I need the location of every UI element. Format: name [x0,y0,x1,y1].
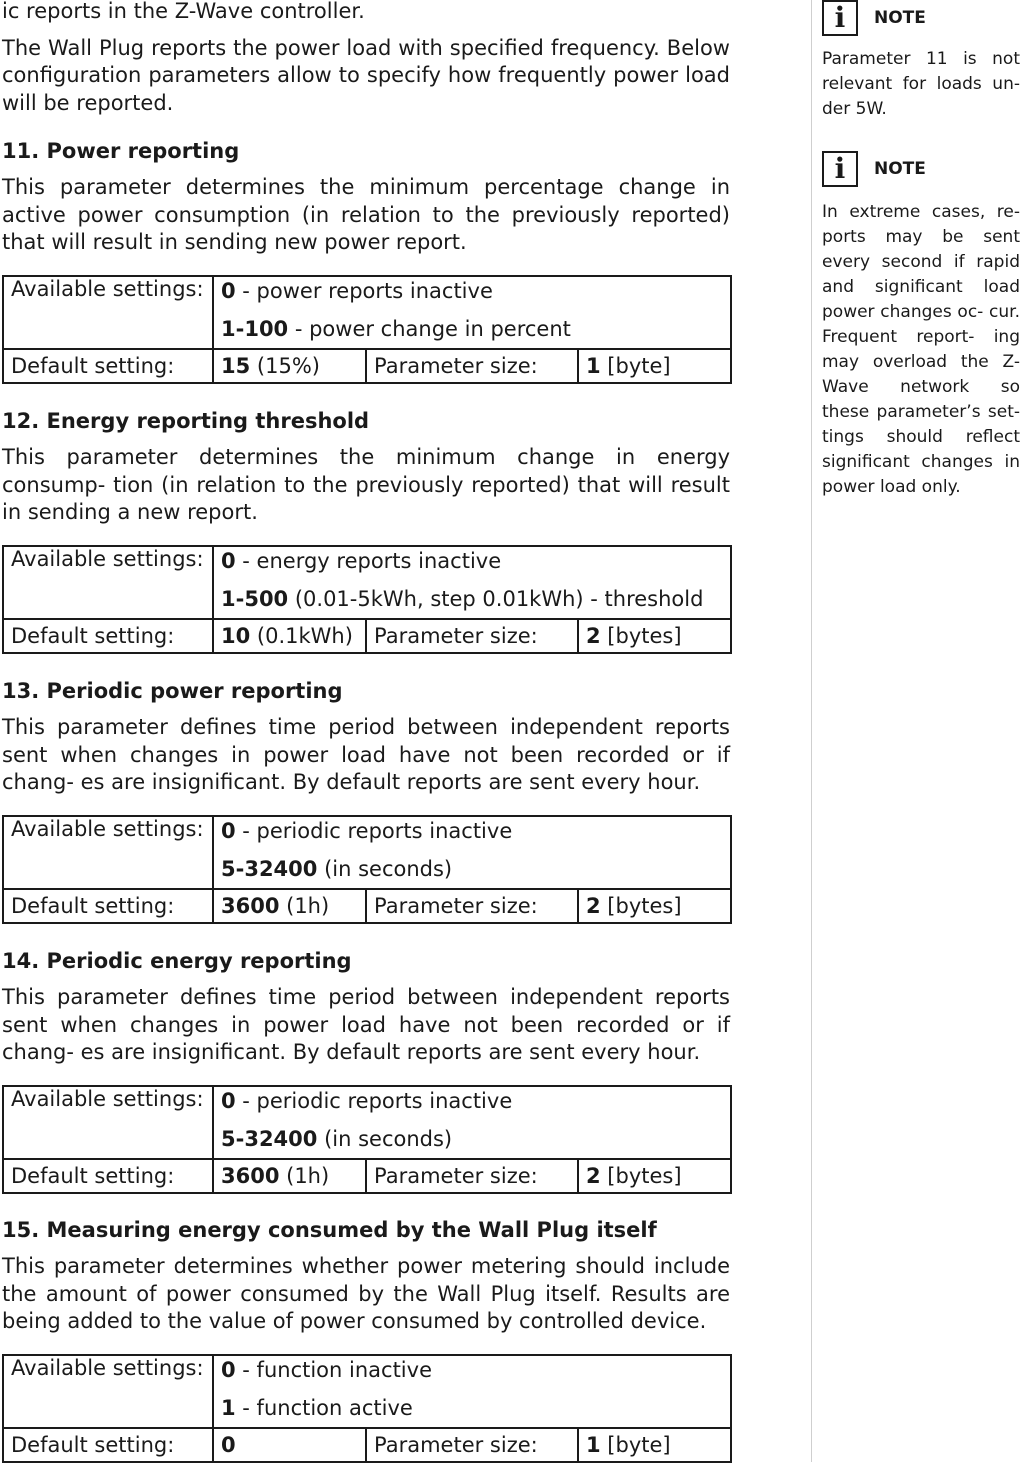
default-setting-label: Default setting: [3,1159,213,1193]
default-setting-value: 3600 (1h) [213,889,366,923]
parameter-section [2,1217,730,1463]
section-description: This parameter determines the minimum percentage change in active power consumption (in relation to the previously reported) that will result in sending new power report. [2,175,730,254]
option-line: 0 - periodic reports inactive [221,1088,513,1113]
default-setting-value: 10 (0.1kWh) [213,619,366,653]
section-description: This parameter determines whether power metering should include the amount of power consumed by the Wall Plug itself. Results are being added to the value of power consumed by controlled device. [2,1254,730,1333]
column-divider [811,0,812,1462]
option-line: 0 - periodic reports inactive [221,818,513,843]
note-text: In extreme cases, re- ports may be sent every second if rapid and significant load power changes oc- cur. Frequent report- ing may overload the Z-Wave network so these parameter’s set- tings should reflect significant changes in power load only. [822,202,1020,497]
parameter-table [2,815,730,924]
parameter-section [2,678,730,924]
option-line: 1-500 (0.01-5kWh, step 0.01kWh) - threshold [221,586,704,611]
default-setting-label: Default setting: [3,619,213,653]
available-settings-label: Available settings: [3,546,213,619]
parameter-size-label: Parameter size: [366,619,578,653]
parameter-size-value: 1 [byte] [578,349,731,383]
note-title: NOTE [874,8,926,28]
section-heading: 11. Power reporting [2,139,240,163]
note-block [822,0,1020,122]
available-settings-options [213,1355,731,1428]
available-settings-label: Available settings: [3,276,213,349]
default-setting-value: 0 [213,1428,366,1462]
intro-paragraph: The Wall Plug reports the power load with specified frequency. Below configuration parameters allow to specify how frequently power load will be reported. [2,35,730,115]
parameter-table [2,1354,730,1463]
intro-continuation: ic reports in the Z-Wave controller. [2,0,365,23]
section-heading: 13. Periodic power reporting [2,679,343,703]
available-settings-options [213,546,731,619]
section-description: This parameter determines the minimum change in energy consump- tion (in relation to the previously reported) that will result in sending a new report. [2,445,730,524]
info-icon: i [822,0,858,36]
option-line: 0 - power reports inactive [221,278,493,303]
section-description: This parameter defines time period between independent reports sent when changes in power load have not been recorded or if chang- es are insignificant. By default reports are sent every hour. [2,985,730,1064]
option-line: 5-32400 (in seconds) [221,1126,453,1151]
section-heading: 14. Periodic energy reporting [2,949,352,973]
parameter-table [2,545,730,654]
parameter-size-value: 1 [byte] [578,1428,731,1462]
note-text: Parameter 11 is not relevant for loads un- der 5W. [822,49,1020,119]
note-block [822,151,1020,500]
option-line: 1 - function active [221,1395,413,1420]
parameter-size-label: Parameter size: [366,1428,578,1462]
parameter-size-value: 2 [bytes] [578,889,731,923]
info-icon: i [822,151,858,187]
available-settings-options [213,276,731,349]
available-settings-options [213,816,731,889]
default-setting-label: Default setting: [3,889,213,923]
section-heading: 12. Energy reporting threshold [2,409,370,433]
parameter-size-label: Parameter size: [366,889,578,923]
option-line: 5-32400 (in seconds) [221,856,453,881]
parameter-size-value: 2 [bytes] [578,1159,731,1193]
note-title: NOTE [874,159,926,179]
option-line: 1-100 - power change in percent [221,316,571,341]
default-setting-label: Default setting: [3,349,213,383]
available-settings-label: Available settings: [3,1355,213,1428]
option-line: 0 - energy reports inactive [221,548,502,573]
parameter-section [2,408,730,654]
parameter-table [2,275,730,384]
section-heading: 15. Measuring energy consumed by the Wall Plug itself [2,1218,657,1242]
section-description: This parameter defines time period between independent reports sent when changes in power load have not been recorded or if chang- es are insignificant. By default reports are sent every hour. [2,715,730,794]
parameter-size-value: 2 [bytes] [578,619,731,653]
available-settings-options [213,1086,731,1159]
default-setting-label: Default setting: [3,1428,213,1462]
parameter-size-label: Parameter size: [366,349,578,383]
default-setting-value: 3600 (1h) [213,1159,366,1193]
parameter-table [2,1085,730,1194]
parameter-size-label: Parameter size: [366,1159,578,1193]
default-setting-value: 15 (15%) [213,349,366,383]
available-settings-label: Available settings: [3,1086,213,1159]
available-settings-label: Available settings: [3,816,213,889]
parameter-section [2,138,730,384]
parameter-section [2,948,730,1194]
main-column [2,0,730,1457]
option-line: 0 - function inactive [221,1357,432,1382]
